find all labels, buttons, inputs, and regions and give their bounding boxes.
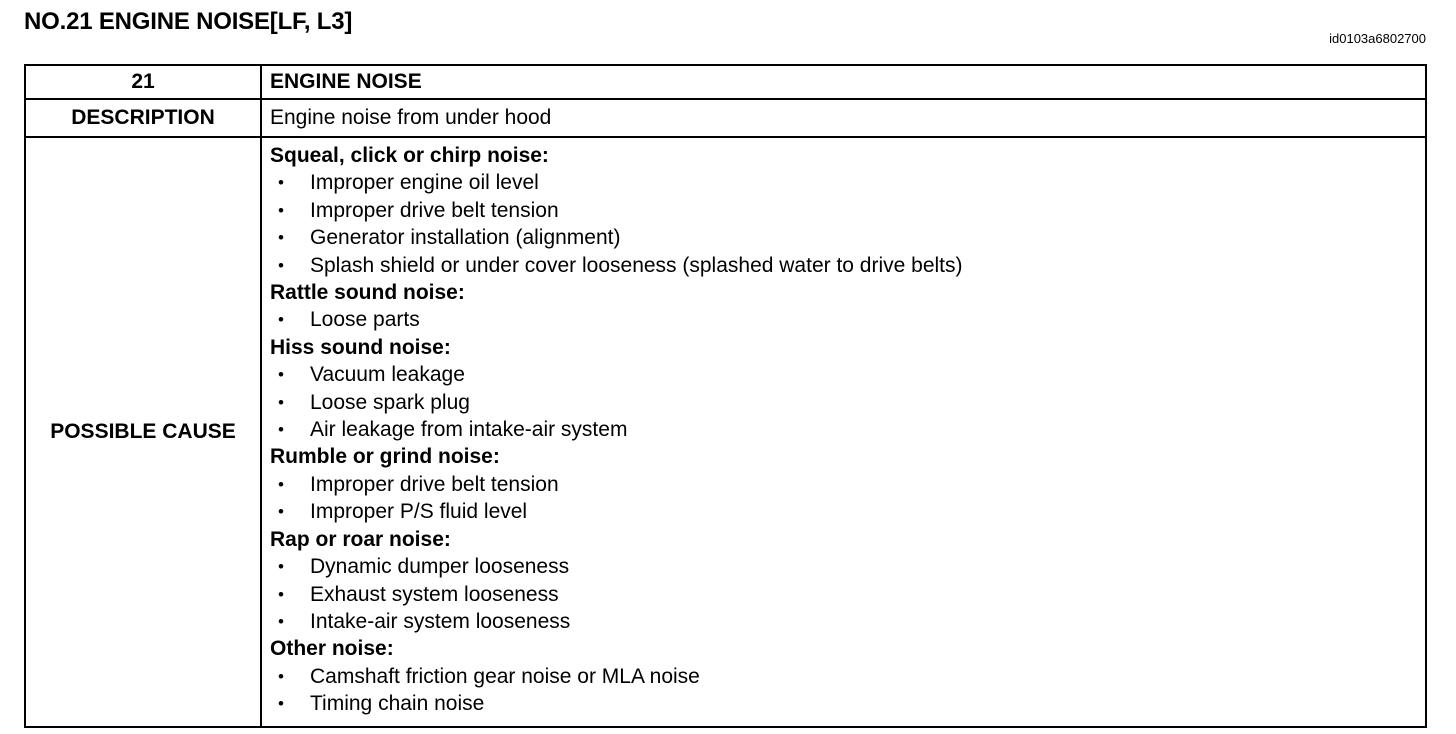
cause-item: • Camshaft friction gear noise or MLA noise bbox=[270, 663, 1425, 690]
possible-cause-list bbox=[261, 137, 1426, 727]
item-heading: ENGINE NOISE bbox=[261, 65, 1426, 99]
description-text: Engine noise from under hood bbox=[261, 99, 1426, 137]
cause-item: • Intake-air system looseness bbox=[270, 608, 1425, 635]
cause-item: • Improper engine oil level bbox=[270, 169, 1425, 196]
cause-group bbox=[270, 142, 1425, 279]
table-header-row bbox=[25, 65, 1426, 99]
cause-list bbox=[270, 663, 1425, 718]
cause-group-heading: Rumble or grind noise: bbox=[270, 445, 500, 469]
cause-item: • Splash shield or under cover looseness (splashed water to drive belts) bbox=[270, 252, 1425, 279]
cause-list bbox=[270, 169, 1425, 279]
page-title: NO.21 ENGINE NOISE[LF, L3] bbox=[24, 8, 353, 35]
cause-item: • Improper P/S fluid level bbox=[270, 498, 1425, 525]
cause-item: • Vacuum leakage bbox=[270, 361, 1425, 388]
cause-group bbox=[270, 334, 1425, 444]
diagnosis-table bbox=[24, 64, 1427, 728]
document-id: id0103a6802700 bbox=[1329, 31, 1426, 46]
cause-item: • Loose parts bbox=[270, 306, 1425, 333]
cause-list bbox=[270, 306, 1425, 333]
cause-group bbox=[270, 443, 1425, 525]
cause-group bbox=[270, 526, 1425, 636]
possible-cause-label: POSSIBLE CAUSE bbox=[25, 137, 261, 727]
cause-group-heading: Rattle sound noise: bbox=[270, 281, 465, 305]
cause-group bbox=[270, 279, 1425, 334]
cause-group-heading: Other noise: bbox=[270, 637, 394, 661]
cause-group-heading: Squeal, click or chirp noise: bbox=[270, 144, 549, 167]
cause-item: • Exhaust system looseness bbox=[270, 581, 1425, 608]
cause-item: • Generator installation (alignment) bbox=[270, 224, 1425, 251]
cause-item: • Improper drive belt tension bbox=[270, 197, 1425, 224]
cause-item: • Dynamic dumper looseness bbox=[270, 553, 1425, 580]
possible-cause-row bbox=[25, 137, 1426, 727]
cause-list bbox=[270, 471, 1425, 526]
cause-item: • Air leakage from intake-air system bbox=[270, 416, 1425, 443]
cause-item: • Timing chain noise bbox=[270, 690, 1425, 717]
cause-group-heading: Hiss sound noise: bbox=[270, 335, 451, 359]
description-row bbox=[25, 99, 1426, 137]
cause-list bbox=[270, 361, 1425, 443]
cause-group-heading: Rap or roar noise: bbox=[270, 527, 451, 551]
description-label: DESCRIPTION bbox=[25, 99, 261, 137]
cause-list bbox=[270, 553, 1425, 635]
cause-item: • Improper drive belt tension bbox=[270, 471, 1425, 498]
cause-item: • Loose spark plug bbox=[270, 389, 1425, 416]
cause-group bbox=[270, 635, 1425, 717]
item-number: 21 bbox=[25, 65, 261, 99]
